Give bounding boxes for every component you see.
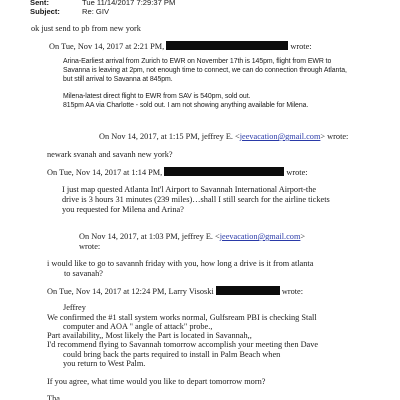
redaction-box	[216, 286, 280, 295]
email-link[interactable]: jeevacation@gmail.com	[239, 132, 321, 141]
message-text: could bring back the parts required to install in Palm Beach when	[63, 350, 281, 359]
message-text: you return to West Palm.	[63, 359, 146, 368]
subject-label: Subject:	[30, 7, 60, 16]
quote-header: On Tue, Nov 14, 2017 at 1:14 PM, wrote:	[47, 168, 308, 177]
quote-text: Milena-latest direct flight to EWR from SAV is 540pm, sold out.	[63, 93, 251, 100]
quote-header: On Nov 14, 2017, at 1:03 PM, jeffrey E. <jeevacation@gmail.com>	[79, 232, 306, 241]
message-text: If you agree, what time would you like to depart tomorrow morn?	[47, 377, 266, 386]
quote-header: On Nov 14, 2017, at 1:15 PM, jeffrey E. <jeevacation@gmail.com> wrote:	[99, 132, 349, 141]
subject-value: Re: GIV	[82, 7, 110, 16]
quote-text: Arina-Earliest arrival from Zurich to EWR on November 17th is 145pm, flight from EWR to	[63, 58, 332, 65]
quote-header: On Tue, Nov 14, 2017 at 2:21 PM, wrote:	[49, 42, 312, 51]
body-line: ok just send to pb from new york	[31, 24, 141, 33]
redaction-box	[166, 41, 288, 50]
email-link[interactable]: jeevacation@gmail.com	[219, 232, 301, 241]
quote-text: Savanna is leaving at 2pm, not enough time to connect, we can do connection through Atlanta,	[63, 67, 347, 74]
redaction-box	[164, 167, 284, 176]
message-text: computer and AOA " angle of attack" probe.,	[63, 322, 213, 331]
message-text: I'd recommend flying to Savannah tomorrow accomplish your meeting then Dave	[47, 340, 319, 349]
message-text: We confirmed the #1 stall system works normal, Gulfsream PBI is checking Stall	[47, 313, 317, 322]
greeting: Jeffrey	[63, 303, 86, 312]
message-text: Tha	[47, 394, 60, 400]
sent-label: Sent:	[30, 0, 49, 7]
body-line: newark svanah and savanh new york?	[47, 150, 173, 159]
quote-text: I just map quested Atlanta Int'l Airport to Savannah International Airport-the	[62, 185, 317, 194]
quote-text: drive is 3 hours 31 minutes (239 miles)…shall I still search for the airline tickets	[62, 195, 330, 204]
quote-header: On Tue, Nov 14, 2017 at 12:24 PM, Larry Visoski wrote:	[47, 287, 304, 296]
quote-text: 815pm AA via Charlotte - sold out. I am not showing anything available for Milena.	[63, 102, 309, 109]
quote-header-wrote: wrote:	[79, 242, 101, 251]
body-line: to savanah?	[64, 269, 103, 278]
message-text: Part availability,, Most likely the Part is located in Savannah,,	[47, 331, 252, 340]
quote-text: you requested for Milena and Arina?	[62, 205, 184, 214]
quote-text: but still arrival to Savanna at 845pm.	[63, 76, 173, 83]
sent-value: Tue 11/14/2017 7:29:37 PM	[82, 0, 176, 7]
body-line: i would like to go to savannh friday with you, how long a drive is it from atlanta	[47, 259, 314, 268]
